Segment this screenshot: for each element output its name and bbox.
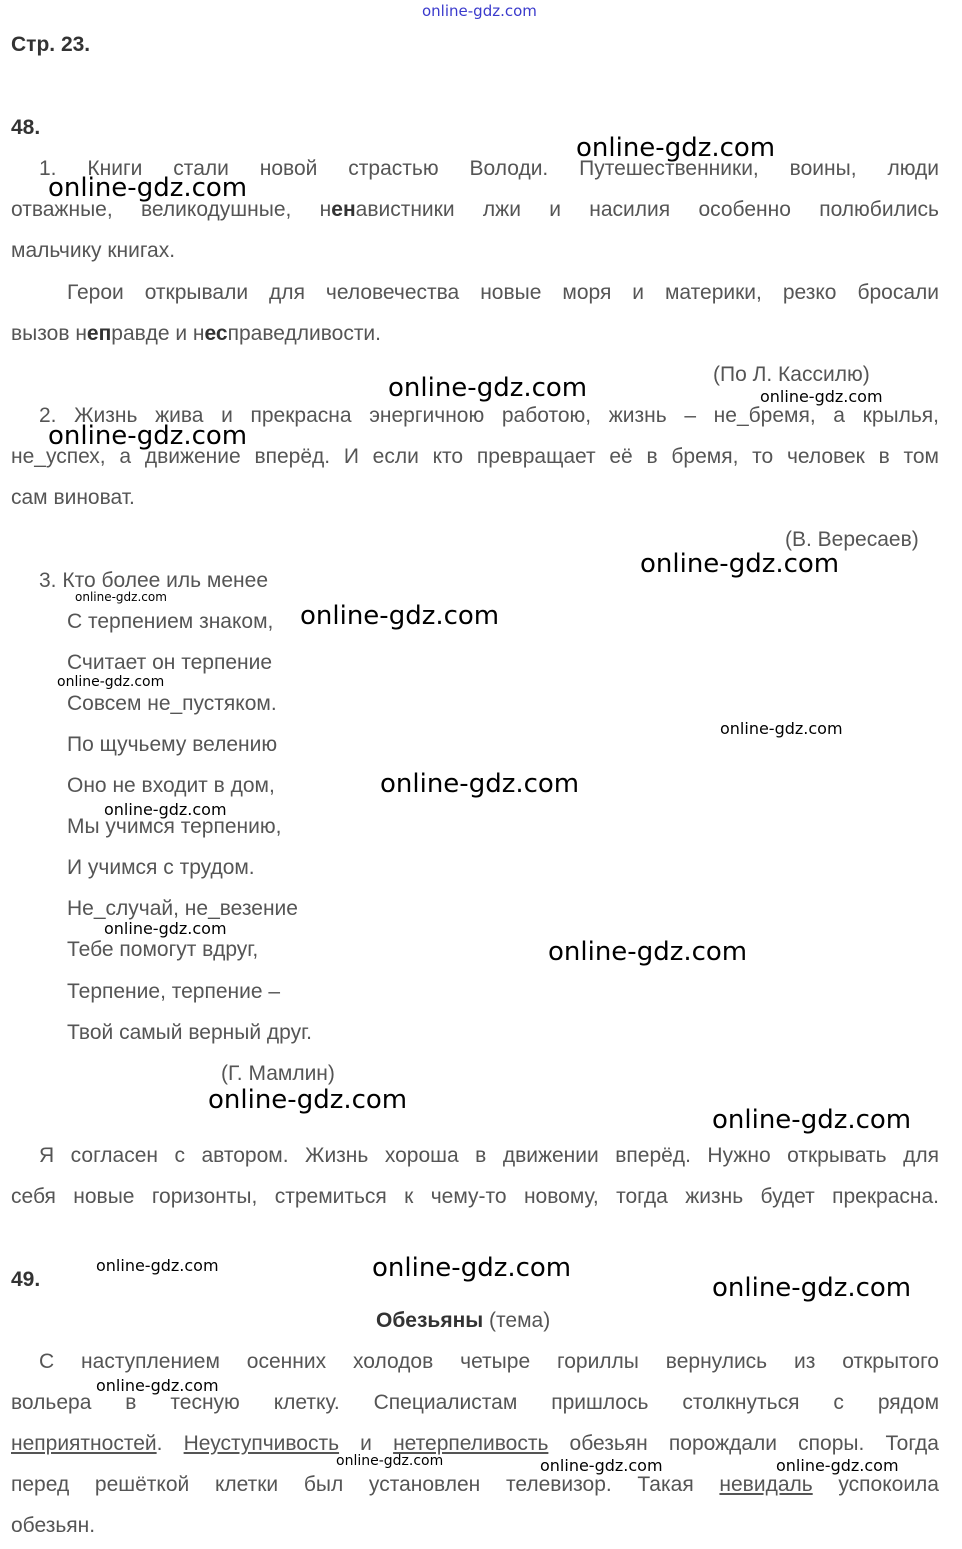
watermark: online-gdz.com <box>720 719 843 738</box>
watermark: online-gdz.com <box>75 590 167 604</box>
opinion-line: Я согласен с автором. Жизнь хороша в движении вперёд. Нужно открывать для <box>39 1144 939 1167</box>
highlight-letters: еп <box>86 322 112 345</box>
watermark: online-gdz.com <box>372 1253 572 1283</box>
highlight-letters: ен <box>331 198 356 221</box>
underlined-word: неприятностей <box>11 1432 157 1455</box>
ex48-text-line: Герои открывали для человечества новые моря и материки, резко бросали <box>67 281 939 304</box>
watermark: online-gdz.com <box>640 549 840 579</box>
poem-line: Тебе помогут вдруг, <box>67 938 259 961</box>
underlined-word: Неуступчивость <box>183 1432 340 1455</box>
ex49-text-line: неприятностей. Неуступчивость и нетерпеливость обезьян порождали споры. Тогда <box>11 1432 939 1455</box>
watermark: online-gdz.com <box>48 173 248 203</box>
poem-line: Твой самый верный друг. <box>67 1021 313 1044</box>
watermark: online-gdz.com <box>712 1273 912 1303</box>
ex49-text-line: перед решёткой клетки был установлен телевизор. Такая невидаль успокоила <box>11 1473 939 1496</box>
poem-line: Терпение, терпение – <box>67 980 281 1003</box>
exercise-48-number: 48. <box>11 116 41 139</box>
watermark: online-gdz.com <box>96 1376 219 1395</box>
ex49-text-line: вольера в тесную клетку. Специалистам пришлось столкнуться с рядом <box>11 1391 939 1414</box>
watermark: online-gdz.com <box>388 373 588 403</box>
watermark: online-gdz.com <box>380 769 580 799</box>
watermark: online-gdz.com <box>576 133 776 163</box>
highlight-letters: ес <box>204 322 228 345</box>
watermark: online-gdz.com <box>336 1453 444 1469</box>
poem-line: Мы учимся терпению, <box>67 815 282 838</box>
opinion-line: себя новые горизонты, стремиться к чему-то новому, тогда жизнь будет прекрасна. <box>11 1185 939 1208</box>
poem-line: Не_случай, не_везение <box>67 897 298 920</box>
ex48-text-line: 1. Книги стали новой страстью Володи. Путешественники, воины, люди <box>39 157 939 180</box>
watermark: online-gdz.com <box>712 1105 912 1135</box>
underlined-word: невидаль <box>719 1473 813 1496</box>
author-attribution: (По Л. Кассилю) <box>713 363 870 386</box>
ex48-text-line: мальчику книгах. <box>11 239 176 262</box>
underlined-word: нетерпеливость <box>393 1432 549 1455</box>
poem-line: Совсем не_пустяком. <box>67 692 277 715</box>
watermark: online-gdz.com <box>104 800 227 819</box>
poem-line: По щучьему велению <box>67 733 278 756</box>
ex48-text-line: вызов неправде и несправедливости. <box>11 322 381 345</box>
watermark: online-gdz.com <box>540 1456 663 1475</box>
watermark: online-gdz.com <box>776 1456 899 1475</box>
ex49-text-line: обезьян. <box>11 1514 96 1537</box>
watermark: online-gdz.com <box>96 1256 219 1275</box>
poem-line: Оно не входит в дом, <box>67 774 275 797</box>
ex49-text-line: С наступлением осенних холодов четыре гориллы вернулись из открытого <box>39 1350 939 1373</box>
poem-line: С терпением знаком, <box>67 610 274 633</box>
author-attribution: (В. Вересаев) <box>785 528 919 551</box>
ex48-text-line: 2. Жизнь жива и прекрасна энергичною работою, жизнь – не_бремя, а крылья, <box>39 404 939 427</box>
watermark: online-gdz.com <box>104 919 227 938</box>
exercise-49-number: 49. <box>11 1268 41 1291</box>
watermark: online-gdz.com <box>57 674 165 690</box>
watermark: online-gdz.com <box>300 601 500 631</box>
poem-line: Считает он терпение <box>67 651 273 674</box>
watermark: online-gdz.com <box>548 937 748 967</box>
watermark: online-gdz.com <box>48 421 248 451</box>
page-label: Стр. 23. <box>11 33 91 56</box>
ex48-text-line: отважные, великодушные, ненавистники лжи и насилия особенно полюбились <box>11 198 939 221</box>
watermark: online-gdz.com <box>208 1085 408 1115</box>
watermark: online-gdz.com <box>760 387 883 406</box>
ex48-text-line: сам виноват. <box>11 486 135 509</box>
author-attribution: (Г. Мамлин) <box>221 1062 335 1085</box>
ex48-text-line: не_успех, а движение вперёд. И если кто превращает её в бремя, то человек в том <box>11 445 939 468</box>
top-watermark: online-gdz.com <box>422 2 537 20</box>
poem-line: И учимся с трудом. <box>67 856 255 879</box>
text-title: Обезьяны (тема) <box>376 1309 551 1332</box>
poem-intro: 3. Кто более иль менее <box>39 569 269 592</box>
